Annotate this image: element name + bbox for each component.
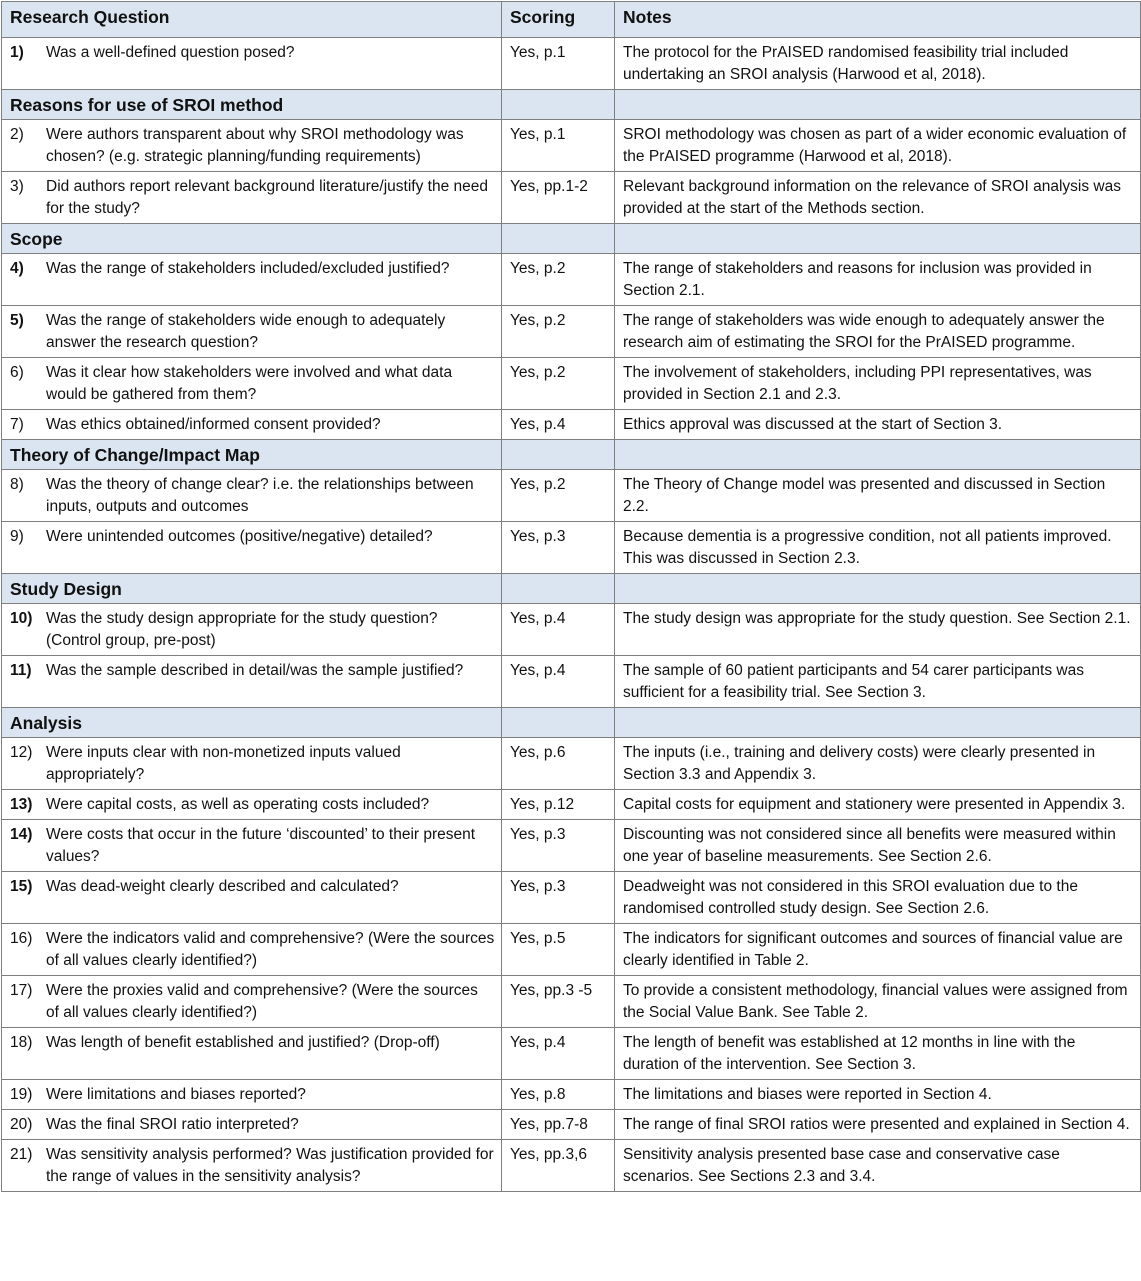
section-header-row xyxy=(2,708,1141,738)
question-number: 2) xyxy=(10,126,24,143)
question-cell xyxy=(2,470,502,522)
question-text: Were unintended outcomes (positive/negative) detailed? xyxy=(46,528,433,545)
question-cell xyxy=(2,1140,502,1192)
table-row xyxy=(2,1140,1141,1192)
question-cell xyxy=(2,924,502,976)
notes-cell: The inputs (i.e., training and delivery costs) were clearly presented in Section 3.3 and Appendix 3. xyxy=(615,738,1141,790)
table-row xyxy=(2,604,1141,656)
scoring-cell: Yes, p.3 xyxy=(502,522,615,574)
notes-cell: The protocol for the PrAISED randomised feasibility trial included undertaking an SROI analysis (Harwood et al, 2018). xyxy=(615,38,1141,90)
table-row xyxy=(2,1110,1141,1140)
question-number: 20) xyxy=(10,1116,33,1133)
question-text: Was it clear how stakeholders were involved and what data would be gathered from them? xyxy=(46,364,453,403)
question-number: 16) xyxy=(10,930,33,947)
scoring-cell: Yes, p.8 xyxy=(502,1080,615,1110)
section-empty-cell xyxy=(615,574,1141,604)
scoring-cell: Yes, p.4 xyxy=(502,1028,615,1080)
question-number: 13) xyxy=(10,796,33,813)
section-empty-cell xyxy=(502,708,615,738)
section-title: Theory of Change/Impact Map xyxy=(2,440,502,470)
scoring-cell: Yes, p.6 xyxy=(502,738,615,790)
notes-cell: The range of final SROI ratios were presented and explained in Section 4. xyxy=(615,1110,1141,1140)
scoring-cell: Yes, p.1 xyxy=(502,38,615,90)
table-row xyxy=(2,306,1141,358)
notes-cell: The range of stakeholders and reasons for inclusion was provided in Section 2.1. xyxy=(615,254,1141,306)
scoring-cell: Yes, p.12 xyxy=(502,790,615,820)
section-empty-cell xyxy=(502,224,615,254)
table-row xyxy=(2,872,1141,924)
scoring-cell: Yes, pp.3,6 xyxy=(502,1140,615,1192)
notes-cell: Ethics approval was discussed at the start of Section 3. xyxy=(615,410,1141,440)
notes-cell: Deadweight was not considered in this SROI evaluation due to the randomised controlled study design. See Section 2.6. xyxy=(615,872,1141,924)
section-title: Scope xyxy=(2,224,502,254)
section-title: Analysis xyxy=(2,708,502,738)
notes-cell: Sensitivity analysis presented base case and conservative case scenarios. See Sections 2.3 and 3.4. xyxy=(615,1140,1141,1192)
scoring-cell: Yes, p.2 xyxy=(502,306,615,358)
notes-cell: The sample of 60 patient participants and 54 carer participants was sufficient for a feasibility trial. See Section 3. xyxy=(615,656,1141,708)
question-cell xyxy=(2,1110,502,1140)
question-text: Were the indicators valid and comprehensive? (Were the sources of all values clearly identified?) xyxy=(46,930,495,969)
question-number: 19) xyxy=(10,1086,33,1103)
notes-cell: To provide a consistent methodology, financial values were assigned from the Social Value Bank. See Table 2. xyxy=(615,976,1141,1028)
scoring-cell: Yes, p.5 xyxy=(502,924,615,976)
scoring-cell: Yes, p.4 xyxy=(502,410,615,440)
section-title: Study Design xyxy=(2,574,502,604)
table-row xyxy=(2,1080,1141,1110)
section-empty-cell xyxy=(502,90,615,120)
question-number: 21) xyxy=(10,1146,33,1163)
notes-cell: The range of stakeholders was wide enough to adequately answer the research aim of estimating the SROI for the PrAISED programme. xyxy=(615,306,1141,358)
question-text: Was a well-defined question posed? xyxy=(46,44,295,61)
scoring-cell: Yes, p.2 xyxy=(502,254,615,306)
section-header-row xyxy=(2,90,1141,120)
notes-cell: Relevant background information on the relevance of SROI analysis was provided at the start of the Methods section. xyxy=(615,172,1141,224)
section-empty-cell xyxy=(502,440,615,470)
question-cell xyxy=(2,254,502,306)
notes-cell: Discounting was not considered since all benefits were measured within one year of baseline measurements. See Section 2.6. xyxy=(615,820,1141,872)
question-cell xyxy=(2,172,502,224)
table-row xyxy=(2,924,1141,976)
question-number: 10) xyxy=(10,610,33,627)
question-cell xyxy=(2,522,502,574)
scoring-cell: Yes, pp.7-8 xyxy=(502,1110,615,1140)
question-text: Was ethics obtained/informed consent provided? xyxy=(46,416,381,433)
section-title: Reasons for use of SROI method xyxy=(2,90,502,120)
table-row xyxy=(2,410,1141,440)
question-number: 17) xyxy=(10,982,33,999)
question-number: 1) xyxy=(10,44,24,61)
table-row xyxy=(2,254,1141,306)
question-cell xyxy=(2,790,502,820)
scoring-cell: Yes, p.4 xyxy=(502,656,615,708)
notes-cell: The involvement of stakeholders, including PPI representatives, was provided in Section 2.1 and 2.3. xyxy=(615,358,1141,410)
question-number: 11) xyxy=(10,662,32,679)
section-header-row xyxy=(2,574,1141,604)
question-cell xyxy=(2,656,502,708)
question-cell xyxy=(2,872,502,924)
scoring-cell: Yes, p.3 xyxy=(502,820,615,872)
question-number: 9) xyxy=(10,528,24,545)
scoring-cell: Yes, pp.3 -5 xyxy=(502,976,615,1028)
section-empty-cell xyxy=(615,90,1141,120)
sroi-checklist-table xyxy=(1,1,1141,1192)
table-row xyxy=(2,820,1141,872)
scoring-cell: Yes, p.1 xyxy=(502,120,615,172)
question-cell xyxy=(2,976,502,1028)
question-text: Was the range of stakeholders included/excluded justified? xyxy=(46,260,450,277)
notes-cell: Because dementia is a progressive condition, not all patients improved. This was discussed in Section 2.3. xyxy=(615,522,1141,574)
table-row xyxy=(2,790,1141,820)
question-text: Were limitations and biases reported? xyxy=(46,1086,306,1103)
question-text: Were inputs clear with non-monetized inputs valued appropriately? xyxy=(46,744,401,783)
notes-cell: SROI methodology was chosen as part of a wider economic evaluation of the PrAISED programme (Harwood et al, 2018). xyxy=(615,120,1141,172)
question-text: Was sensitivity analysis performed? Was justification provided for the range of values in the sensitivity analysis? xyxy=(46,1146,494,1185)
question-cell xyxy=(2,1028,502,1080)
question-text: Was the sample described in detail/was the sample justified? xyxy=(46,662,464,679)
question-text: Was the final SROI ratio interpreted? xyxy=(46,1116,299,1133)
question-number: 15) xyxy=(10,878,33,895)
question-cell xyxy=(2,1080,502,1110)
question-text: Was the theory of change clear? i.e. the relationships between inputs, outputs and outcomes xyxy=(46,476,474,515)
header-notes: Notes xyxy=(615,2,1141,38)
question-text: Was dead-weight clearly described and calculated? xyxy=(46,878,399,895)
table-body xyxy=(2,2,1141,1192)
notes-cell: Capital costs for equipment and stationery were presented in Appendix 3. xyxy=(615,790,1141,820)
notes-cell: The Theory of Change model was presented and discussed in Section 2.2. xyxy=(615,470,1141,522)
question-text: Were authors transparent about why SROI methodology was chosen? (e.g. strategic planning/funding requirements) xyxy=(46,126,464,165)
question-text: Did authors report relevant background literature/justify the need for the study? xyxy=(46,178,488,217)
table-row xyxy=(2,1028,1141,1080)
question-number: 7) xyxy=(10,416,24,433)
table-header-row xyxy=(2,2,1141,38)
question-cell xyxy=(2,38,502,90)
question-cell xyxy=(2,306,502,358)
question-text: Were costs that occur in the future ‘discounted’ to their present values? xyxy=(46,826,476,865)
header-research-question: Research Question xyxy=(2,2,502,38)
table-row xyxy=(2,976,1141,1028)
table-row xyxy=(2,738,1141,790)
question-cell xyxy=(2,738,502,790)
question-number: 4) xyxy=(10,260,24,277)
table-row xyxy=(2,172,1141,224)
scoring-cell: Yes, p.2 xyxy=(502,358,615,410)
table-row xyxy=(2,38,1141,90)
question-text: Was the study design appropriate for the study question? (Control group, pre-post) xyxy=(46,610,438,649)
table-row xyxy=(2,656,1141,708)
question-text: Was the range of stakeholders wide enough to adequately answer the research question? xyxy=(46,312,446,351)
scoring-cell: Yes, p.3 xyxy=(502,872,615,924)
question-number: 3) xyxy=(10,178,24,195)
question-number: 8) xyxy=(10,476,24,493)
question-cell xyxy=(2,410,502,440)
table-row xyxy=(2,522,1141,574)
scoring-cell: Yes, p.4 xyxy=(502,604,615,656)
table-row xyxy=(2,120,1141,172)
question-number: 12) xyxy=(10,744,33,761)
question-number: 5) xyxy=(10,312,24,329)
question-text: Was length of benefit established and justified? (Drop-off) xyxy=(46,1034,440,1051)
question-cell xyxy=(2,820,502,872)
question-number: 14) xyxy=(10,826,33,843)
scoring-cell: Yes, pp.1-2 xyxy=(502,172,615,224)
section-empty-cell xyxy=(502,574,615,604)
section-empty-cell xyxy=(615,440,1141,470)
notes-cell: The study design was appropriate for the study question. See Section 2.1. xyxy=(615,604,1141,656)
table-row xyxy=(2,358,1141,410)
question-cell xyxy=(2,120,502,172)
notes-cell: The limitations and biases were reported in Section 4. xyxy=(615,1080,1141,1110)
question-number: 18) xyxy=(10,1034,33,1051)
notes-cell: The length of benefit was established at 12 months in line with the duration of the intervention. See Section 3. xyxy=(615,1028,1141,1080)
question-text: Were the proxies valid and comprehensive? (Were the sources of all values clearly identified?) xyxy=(46,982,478,1021)
section-empty-cell xyxy=(615,224,1141,254)
section-header-row xyxy=(2,224,1141,254)
question-cell xyxy=(2,358,502,410)
table-row xyxy=(2,470,1141,522)
question-number: 6) xyxy=(10,364,24,381)
question-text: Were capital costs, as well as operating costs included? xyxy=(46,796,430,813)
section-header-row xyxy=(2,440,1141,470)
header-scoring: Scoring xyxy=(502,2,615,38)
notes-cell: The indicators for significant outcomes and sources of financial value are clearly identified in Table 2. xyxy=(615,924,1141,976)
scoring-cell: Yes, p.2 xyxy=(502,470,615,522)
section-empty-cell xyxy=(615,708,1141,738)
question-cell xyxy=(2,604,502,656)
